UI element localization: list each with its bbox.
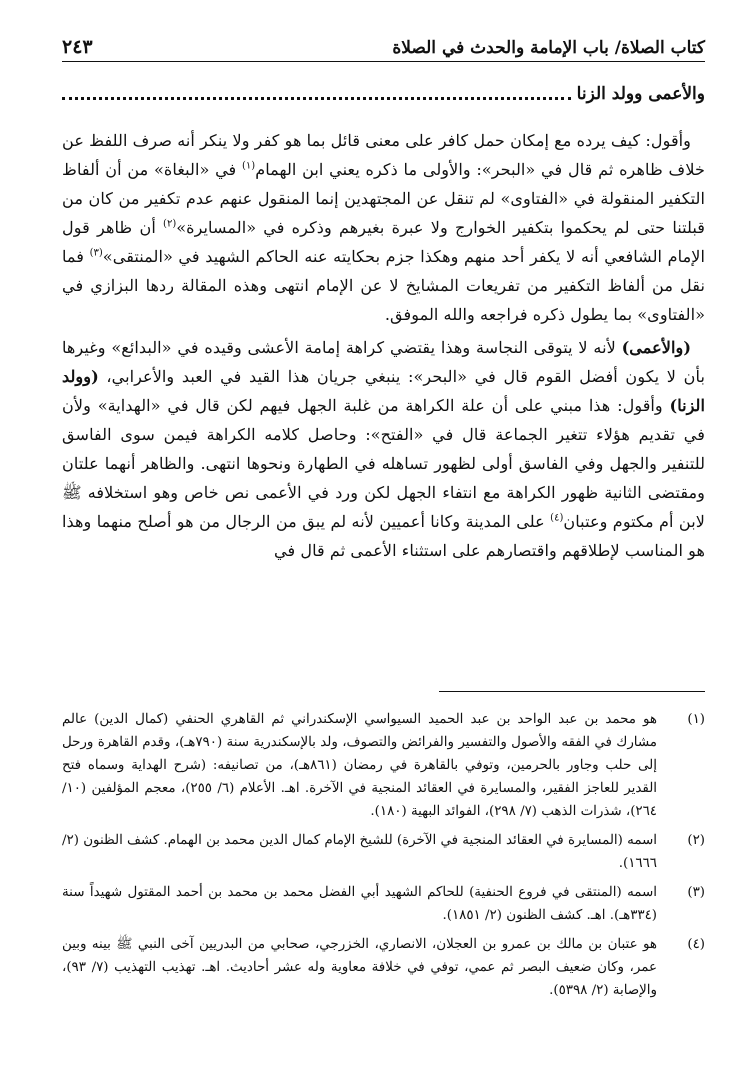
main-text [62, 126, 705, 565]
footnote-4 [62, 933, 705, 1002]
paragraph-1-part-d: فما نقل من ألفاظ التكفير من تفريعات المشايخ لا عن الإمام انتهى وهذه المقالة ردها البزازي في «الفتاوى» بما يطول ذكره فراجعه والله الموفق. [62, 247, 705, 324]
footnote-separator [439, 691, 705, 692]
paragraph-1-part-b: في «البغاة» من أن ألفاظ التكفير المنقولة في «الفتاوى» لم تنقل عن المجتهدين إنما المنقول عنهم عدم تكفير من كان من قبلتنا حتى لم يحكموا بتكفير الخوارج ولا عبرة بغيرهم وذكره في «المسايرة» [62, 160, 706, 237]
lemma-heading: والأعمى وولد الزنا [576, 84, 705, 104]
footnote-ref-1[interactable]: (١) [242, 160, 256, 172]
page-number: ٢٤٣ [62, 36, 93, 58]
paragraph-2-part-c: على المدينة وكانا أعميين لأنه لم يبق من الرجال من هو أصلح منهما وهذا هو المناسب لإطلاقهم واقتصارهم على استثناء الأعمى ثم قال في [62, 512, 705, 560]
lemma-blind: (والأعمى) [621, 338, 691, 357]
footnote-3 [62, 881, 705, 927]
footnote-text: اسمه (المنتقى في فروع الحنفية) للحاكم الشهيد أبي الفضل محمد بن محمد بن أحمد المقتول شهيداً سنة (٣٣٤هـ). اهـ. كشف الظنون (٢/ ١٨٥١). [62, 885, 657, 923]
footnote-text: هو عتبان بن مالك بن عمرو بن العجلان، الانصاري، الخزرجي، صحابي من البدريين آخى النبي ﷺ بينه وبين عمر، وكان ضعيف البصر ثم عمي، توفي في خلافة معاوية وله عشر أحاديث. اهـ. تهذيب التهذيب (٧/ ٩٣)، والإصابة (٢/ ٥٣٩٨). [62, 937, 657, 998]
footnote-number: (٢) [687, 833, 705, 848]
lemma-line [62, 80, 705, 108]
paragraph-2 [62, 333, 705, 565]
footnote-ref-3[interactable]: (٣) [89, 247, 103, 259]
page-header [62, 32, 705, 62]
dotted-leader [62, 97, 571, 100]
footnote-ref-4[interactable]: (٤) [550, 512, 564, 524]
paragraph-1-part-a: وأقول: كيف يرده مع إمكان حمل كافر على معنى قائل بما هو كفر ولا ينكر أنه صرف اللفظ عن خلاف ظاهره ثم قال في «البحر»: والأولى ما ذكره يعني ابن الهمام [62, 131, 705, 179]
paragraph-1-part-c: أن ظاهر قول الإمام الشافعي أنه لا يكفر أحد منهم وهكذا جزم بحكايته عنه الحاكم الشهيد في «المنتقى» [62, 218, 705, 266]
footnote-ref-2[interactable]: (٢) [163, 218, 177, 230]
paragraph-2-part-b: وأقول: هذا مبني على أن علة الكراهة من غلبة الجهل فيهم لكن قال في «الهداية» ولأن في تقديم هؤلاء تتغير الجماعة قال في «الفتح»: وحاصل كلامه الكراهة فيمن سوى الفاسق للتنفير والجهل وفي الفاسق أولى لظهور تساهله في الطهارة ونحوها انتهى. والظاهر أنهما علتان ومقتضى الثانية ظهور الكراهة مع انتفاء الجهل لكن ورد في الأعمى نص خاص وهو استخلافه ﷺ لابن أم مكتوم وعتبان [62, 396, 705, 531]
footnote-number: (٤) [687, 937, 705, 952]
footnote-number: (١) [687, 712, 705, 727]
footnotes [62, 708, 705, 1008]
paragraph-1 [62, 126, 705, 329]
footnote-number: (٣) [687, 885, 705, 900]
footnote-2 [62, 829, 705, 875]
footnote-text: هو محمد بن عبد الواحد بن عبد الحميد السيواسي الإسكندراني ثم القاهري الحنفي (كمال الدين) عالم مشارك في الفقه والأصول والتفسير والفرائض والتصوف، ولد بالإسكندرية سنة (٧٩٠هـ)، وقدم القاهرة ورحل إلى حلب وجاور بالحرمين، وتوفي بالقاهرة في رمضان (٨٦١هـ)، من تصانيفه: (شرح الهداية وسماه فتح القدير للعاجز الفقير، والمسايرة في العقائد المنجية في الآخرة. اهـ. الأعلام (٦/ ٢٥٥)، معجم المؤلفين (١٠/ ٢٦٤)، شذرات الذهب (٧/ ٢٩٨)، الفوائد البهية (١٨٠). [62, 712, 657, 819]
paragraph-2-part-a: لأنه لا يتوقى النجاسة وهذا يقتضي كراهة إمامة الأعشى وقيده في «البدائع» وغيرها بأن لا يكون أفضل القوم قال في «البحر»: ينبغي جريان هذا القيد في العبد والأعرابي، [62, 338, 705, 386]
footnote-1 [62, 708, 705, 823]
running-title: كتاب الصلاة/ باب الإمامة والحدث في الصلاة [392, 38, 705, 58]
footnote-text: اسمه (المسايرة في العقائد المنجية في الآخرة) للشيخ الإمام كمال الدين محمد بن الهمام. كشف الظنون (٢/ ١٦٦٦). [62, 833, 657, 871]
lemma-illegitimate: (وولد الزنا) [62, 367, 705, 415]
